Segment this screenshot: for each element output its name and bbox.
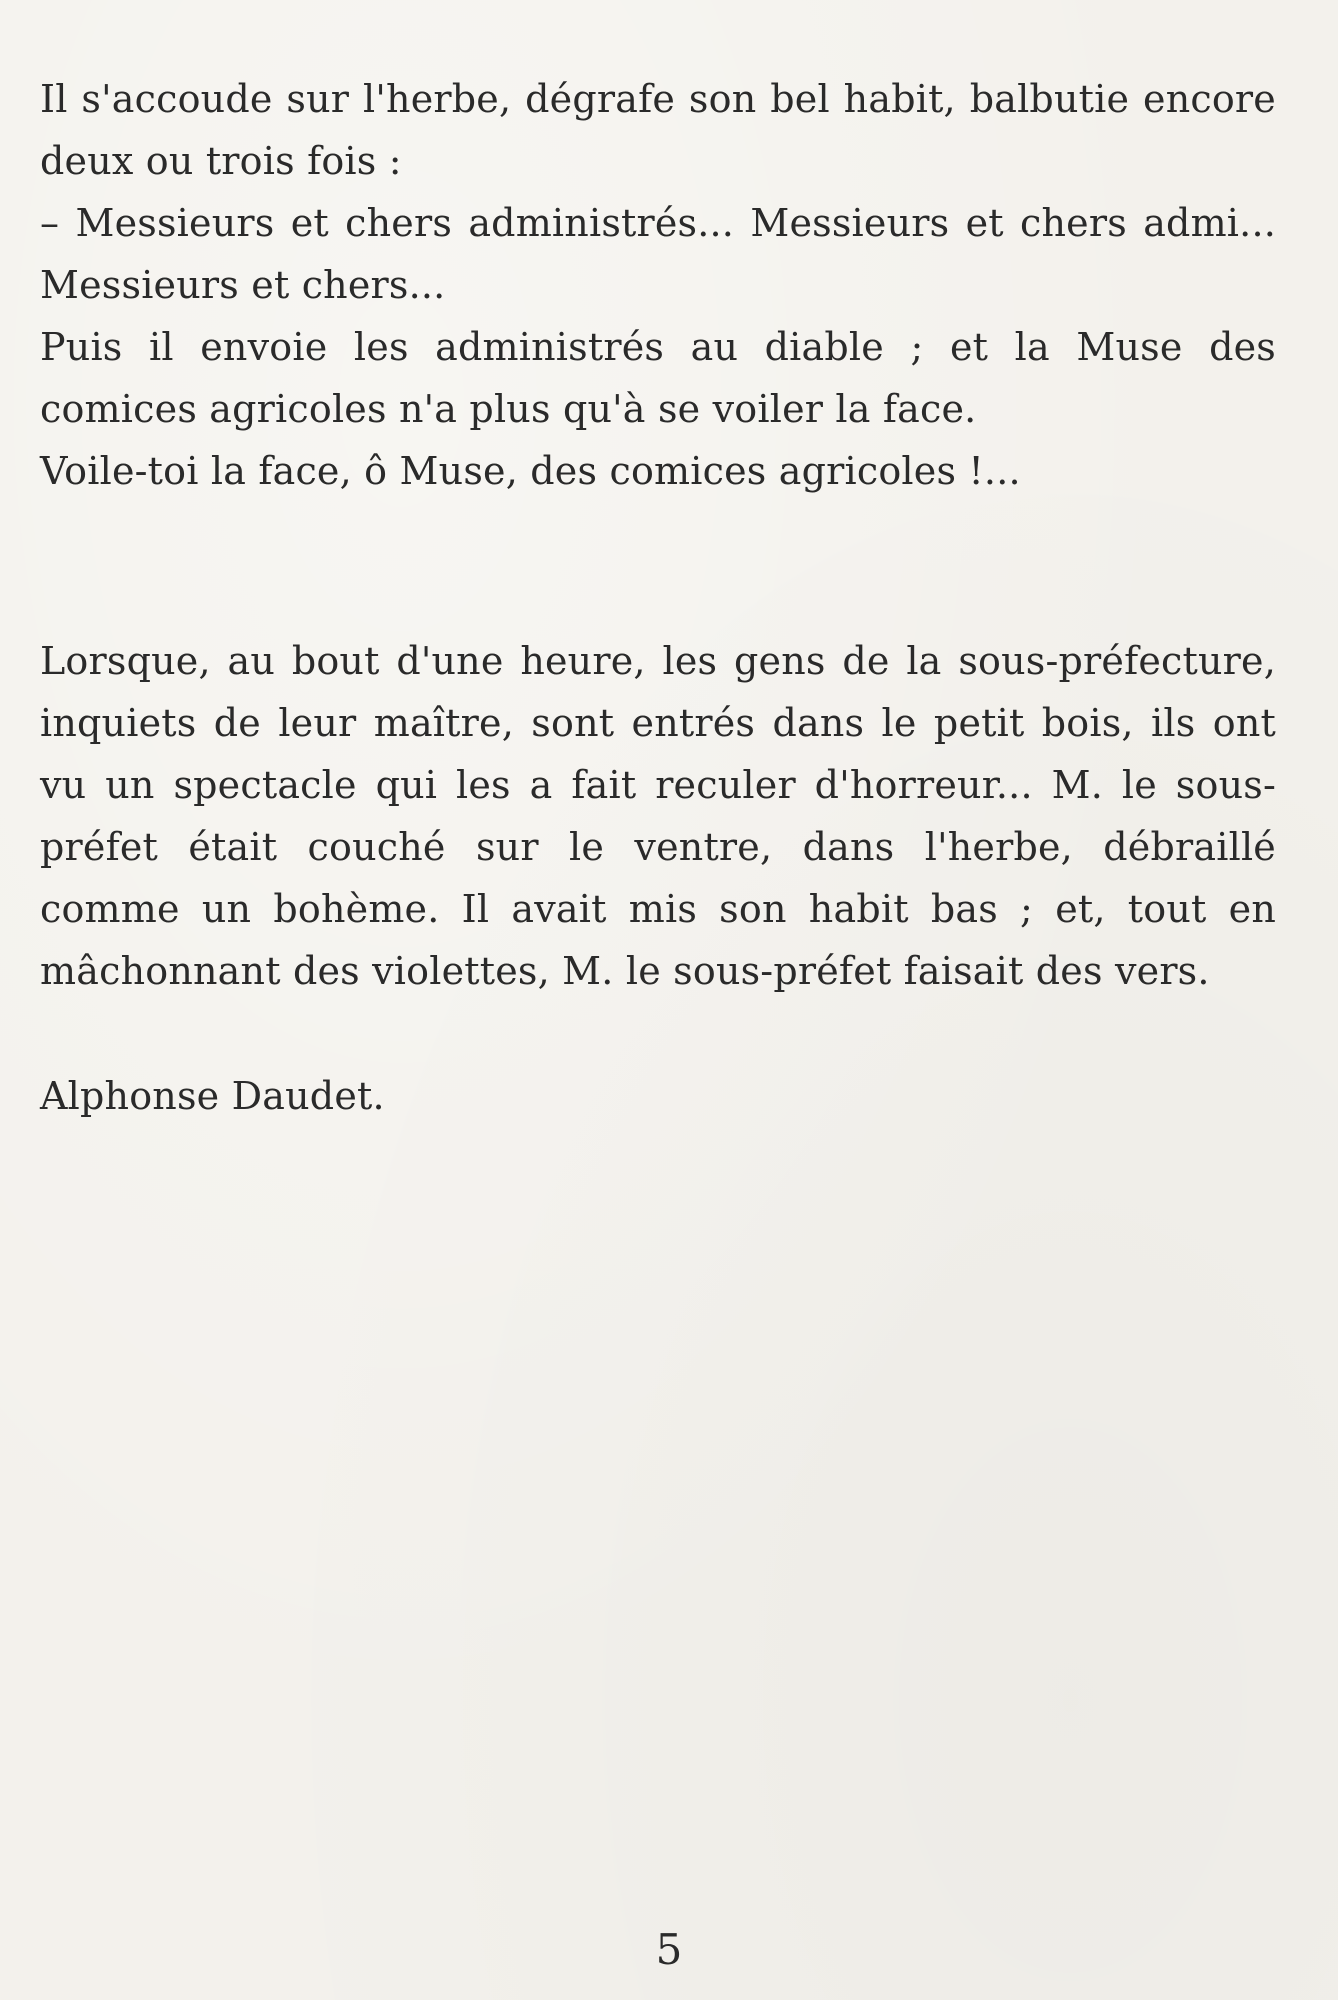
text-line: – Messieurs et chers administrés... Messieurs et chers admi...	[40, 201, 1276, 245]
signature-text: Alphonse Daudet.	[40, 1074, 385, 1118]
page-number: 5	[655, 1925, 683, 1974]
text-line: comme un bohème. Il avait mis son habit bas ; et, tout en	[40, 887, 1276, 931]
text-line: mâchonnant des violettes, M. le sous-préfet faisait des vers.	[40, 949, 1210, 993]
paragraph-ending	[40, 630, 1276, 1002]
paragraph-speech	[40, 68, 1276, 502]
text-line: deux ou trois fois :	[40, 139, 402, 183]
author-signature	[40, 1065, 1276, 1127]
text-line: inquiets de leur maître, sont entrés dans le petit bois, ils ont	[40, 701, 1276, 745]
text-line: vu un spectacle qui les a fait reculer d'horreur... M. le sous-	[40, 763, 1276, 807]
text-line: préfet était couché sur le ventre, dans l'herbe, débraillé	[40, 825, 1276, 869]
text-line: Messieurs et chers...	[40, 263, 446, 307]
text-line: Puis il envoie les administrés au diable ; et la Muse des	[40, 325, 1276, 369]
text-line: comices agricoles n'a plus qu'à se voiler la face.	[40, 387, 977, 431]
text-line: Il s'accoude sur l'herbe, dégrafe son bel habit, balbutie encore	[40, 77, 1276, 121]
text-line: Voile-toi la face, ô Muse, des comices agricoles !...	[40, 449, 1021, 493]
text-line: Lorsque, au bout d'une heure, les gens de la sous-préfecture,	[40, 639, 1276, 683]
